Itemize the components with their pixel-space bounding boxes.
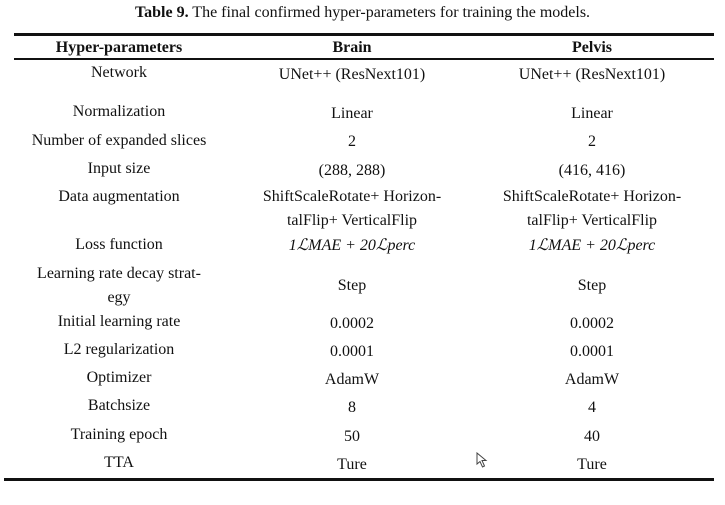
caption-text: The final confirmed hyper-parameters for training the models. — [188, 4, 591, 21]
param-optimizer: Optimizer — [86, 369, 152, 386]
pelvis-augmentation-line1: ShiftScaleRotate+ Horizon- — [502, 188, 682, 205]
pelvis-normalization: Linear — [571, 105, 613, 122]
brain-expanded-slices: 2 — [348, 133, 356, 150]
pelvis-input-size: (416, 416) — [558, 162, 626, 179]
param-expanded-slices: Number of expanded slices — [31, 132, 207, 149]
param-loss-function: Loss function — [75, 236, 163, 253]
brain-input-size: (288, 288) — [318, 162, 386, 179]
brain-lr-decay: Step — [337, 277, 367, 294]
brain-batchsize: 8 — [348, 399, 356, 416]
param-lr-decay-line1: Learning rate decay strat- — [37, 265, 201, 282]
brain-initial-lr: 0.0002 — [330, 315, 374, 332]
param-lr-decay-line2: egy — [107, 289, 131, 306]
brain-network: UNet++ (ResNext101) — [278, 66, 426, 83]
top-rule — [14, 33, 714, 36]
param-network: Network — [91, 64, 147, 81]
brain-normalization: Linear — [331, 105, 373, 122]
brain-tta: Ture — [337, 456, 367, 473]
header-hyper-parameters: Hyper-parameters — [55, 39, 183, 56]
param-normalization: Normalization — [72, 103, 166, 120]
pelvis-initial-lr: 0.0002 — [570, 315, 614, 332]
pelvis-augmentation-line2: talFlip+ VerticalFlip — [526, 212, 658, 229]
param-l2-regularization: L2 regularization — [63, 341, 175, 358]
pelvis-training-epoch: 40 — [584, 428, 600, 445]
pelvis-loss-function: 1ℒMAE + 20ℒperc — [528, 237, 656, 254]
pelvis-tta: Ture — [577, 456, 607, 473]
param-data-augmentation: Data augmentation — [58, 188, 180, 205]
bottom-rule — [4, 478, 714, 481]
brain-loss-function: 1ℒMAE + 20ℒperc — [288, 237, 416, 254]
brain-augmentation-line1: ShiftScaleRotate+ Horizon- — [262, 188, 442, 205]
brain-augmentation-line2: talFlip+ VerticalFlip — [286, 212, 418, 229]
param-input-size: Input size — [87, 160, 151, 177]
pelvis-optimizer: AdamW — [564, 371, 620, 388]
table-caption — [0, 4, 725, 22]
pelvis-l2-regularization: 0.0001 — [570, 343, 614, 360]
pelvis-network: UNet++ (ResNext101) — [518, 66, 666, 83]
brain-training-epoch: 50 — [344, 428, 360, 445]
param-initial-lr: Initial learning rate — [57, 313, 181, 330]
brain-optimizer: AdamW — [324, 371, 380, 388]
header-pelvis: Pelvis — [572, 39, 612, 56]
param-training-epoch: Training epoch — [70, 426, 168, 443]
param-tta: TTA — [104, 454, 134, 471]
header-brain: Brain — [332, 39, 372, 56]
pelvis-lr-decay: Step — [577, 277, 607, 294]
caption-label: Table 9. — [134, 4, 189, 21]
brain-l2-regularization: 0.0001 — [330, 343, 374, 360]
mouse-pointer-icon — [476, 452, 488, 468]
pelvis-batchsize: 4 — [588, 399, 596, 416]
pelvis-expanded-slices: 2 — [588, 133, 596, 150]
header-rule — [14, 58, 714, 60]
param-batchsize: Batchsize — [87, 397, 151, 414]
